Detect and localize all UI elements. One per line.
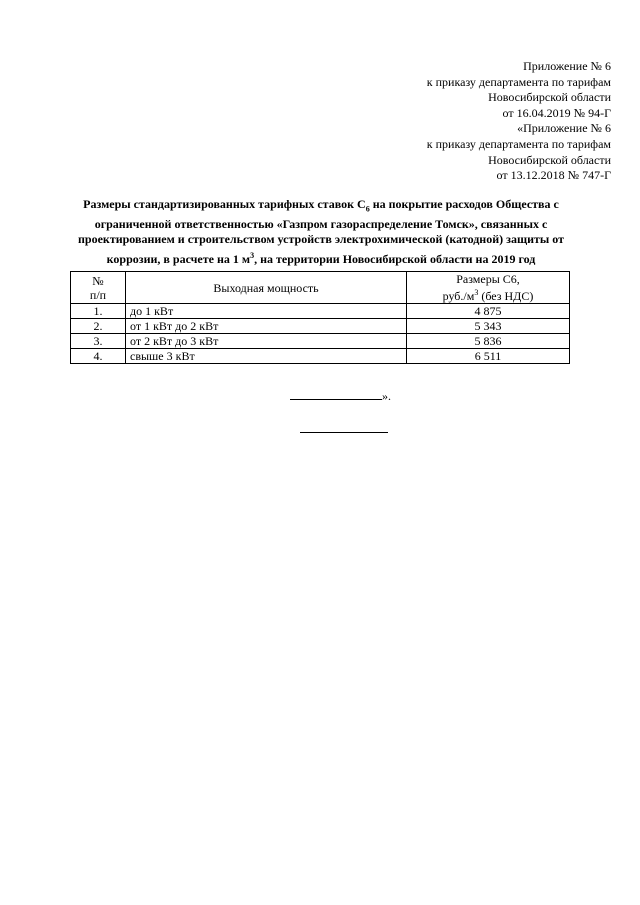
title-subscript: 6	[365, 204, 370, 214]
row-power: до 1 кВт	[126, 304, 407, 319]
document-title	[72, 197, 570, 267]
table-row	[71, 304, 570, 319]
appendix-header	[427, 59, 611, 184]
title-part: , на территории Новосибирской области на 2019 год	[254, 251, 536, 266]
row-power: от 1 кВт до 2 кВт	[126, 319, 407, 334]
header-value: Размеры С6, $руб./м^3$ (без НДС)	[407, 272, 570, 304]
row-num: 1.	[71, 304, 126, 319]
row-num: 4.	[71, 349, 126, 364]
table-row	[71, 334, 570, 349]
header-line: от 16.04.2019 № 94-Г	[502, 105, 611, 120]
row-value: 5 836	[407, 334, 570, 349]
signature-underline	[290, 388, 382, 400]
header-line: Новосибирской области	[488, 152, 611, 167]
header-power: Выходная мощность	[126, 272, 407, 304]
row-power: свыше 3 кВт	[126, 349, 407, 364]
end-divider	[300, 432, 388, 433]
header-line: от 13.12.2018 № 747-Г	[496, 168, 611, 183]
title-superscript: 3	[250, 250, 255, 260]
table-row	[71, 349, 570, 364]
title-part: на покрытие расходов Общества с ограниченной ответственностью «Газпром газораспределение Томск», связанных с проектированием и строительством устройств электрохимической (катодной) защиты от коррозии, в расчете на 1 м	[77, 197, 564, 266]
rates-table	[70, 271, 570, 364]
header-line: Приложение № 6	[523, 59, 611, 73]
header-line: Новосибирской области	[488, 90, 611, 105]
row-num: 3.	[71, 334, 126, 349]
header-line: к приказу департамента по тарифам	[426, 74, 611, 89]
title-part: Размеры стандартизированных тарифных ставок С	[83, 197, 366, 211]
row-value: 5 343	[407, 319, 570, 334]
closing-quote: ».	[382, 389, 391, 403]
header-num: № п/п	[71, 272, 126, 304]
header-line: к приказу департамента по тарифам	[426, 136, 611, 151]
header-line: «Приложение № 6	[517, 121, 611, 136]
table-row	[71, 319, 570, 334]
closing-mark	[290, 388, 391, 403]
row-value: 4 875	[407, 304, 570, 319]
row-value: 6 511	[407, 349, 570, 364]
row-power: от 2 кВт до 3 кВт	[126, 334, 407, 349]
row-num: 2.	[71, 319, 126, 334]
table-header-row	[71, 272, 570, 304]
